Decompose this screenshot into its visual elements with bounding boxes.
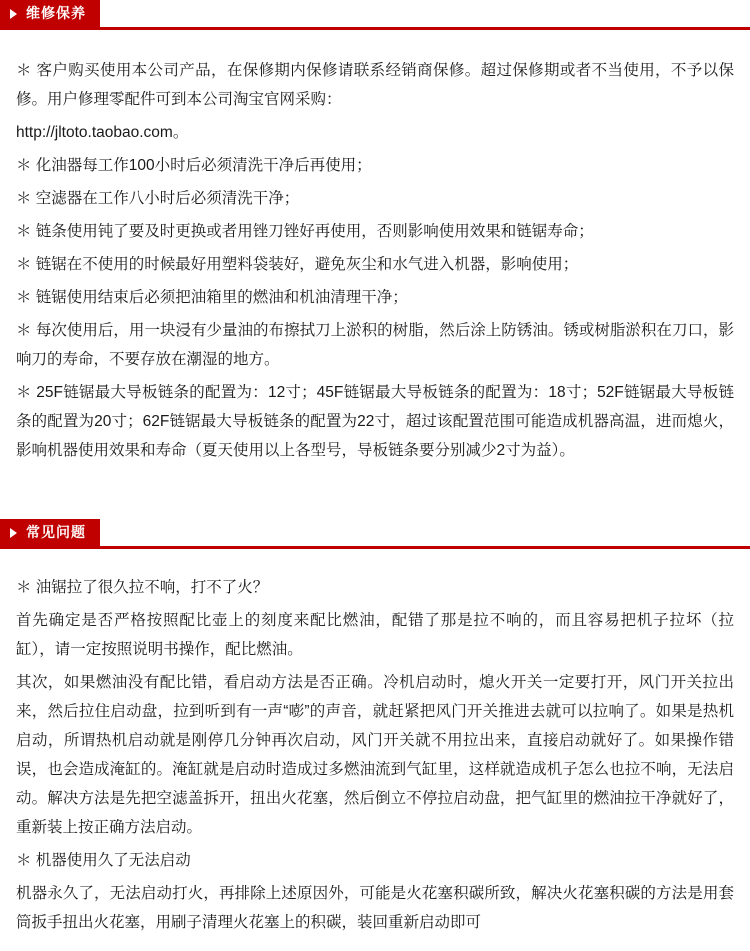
header-rule-line [0,27,750,30]
section-header-faq [0,519,750,549]
website-url-line: http://jltoto.taobao.com。 [16,124,189,141]
section-title-maintenance: 维修保养 [26,5,86,21]
paragraph: ＊ 化油器每工作100小时后必须清洗干净后再使用； [16,157,372,174]
section-header-maintenance [0,0,750,30]
paragraph: ＊ 空滤器在工作八小时后必须清洗干净； [16,190,300,207]
paragraph: 首先确定是否严格按照配比壶上的刻度来配比燃油，配错了那是拉不响的，而且容易把机子拉坏（拉缸），请一定按照说明书操作，配比燃油。 [16,612,734,658]
header-rule-line [0,546,750,549]
faq-question: ＊ 机器使用久了无法启动 [16,852,191,869]
section-tab-faq [0,519,100,546]
paragraph: ＊ 客户购买使用本公司产品，在保修期内保修请联系经销商保修。超过保修期或者不当使用，不予以保修。用户修理零配件可到本公司淘宝官网采购： [16,62,734,108]
paragraph: ＊ 链锯在不使用的时候最好用塑料袋装好，避免灰尘和水气进入机器，影响使用； [16,256,579,273]
paragraph: ＊ 链锯使用结束后必须把油箱里的燃油和机油清理干净； [16,289,408,306]
triangle-right-icon [8,526,20,540]
section-tab-maintenance [0,0,100,27]
paragraph: ＊ 链条使用钝了要及时更换或者用锉刀锉好再使用，否则影响使用效果和链锯寿命； [16,223,594,240]
paragraph: ＊ 每次使用后，用一块浸有少量油的布擦拭刀上淤积的树脂，然后涂上防锈油。锈或树脂淤积在刀口，影响刀的寿命，不要存放在潮湿的地方。 [16,322,734,368]
faq-question: ＊ 油锯拉了很久拉不响，打不了火？ [16,579,269,596]
maintenance-content [0,30,750,479]
faq-content [0,549,750,951]
section-spacer [0,479,750,519]
section-title-faq: 常见问题 [26,524,86,540]
paragraph: ＊ 25F链锯最大导板链条的配置为：12寸；45F链锯最大导板链条的配置为：18寸；52F链锯最大导板链条的配置为20寸；62F链锯最大导板链条的配置为22寸，超过该配置范围可能造成机器高温，进而熄火，影响机器使用效果和寿命（夏天使用以上各型号，导板链条要分别减少2寸为益）。 [16,384,734,459]
paragraph: 其次，如果燃油没有配比错，看启动方法是否正确。冷机启动时，熄火开关一定要打开，风门开关拉出来，然后拉住启动盘，拉到听到有一声“嘭”的声音，就赶紧把风门开关推进去就可以拉响了。如果是热机启动，所谓热机启动就是刚停几分钟再次启动，风门开关就不用拉出来，直接启动就好了。如果操作错误，也会造成淹缸的。淹缸就是启动时造成过多燃油流到气缸里，这样就造成机子怎么也拉不响，无法启动。解决方法是先把空滤盖拆开，扭出火花塞，然后倒立不停拉启动盘，把气缸里的燃油拉干净就好了，重新装上按正确方法启动。 [16,674,734,836]
paragraph: 机器永久了，无法启动打火，再排除上述原因外，可能是火花塞积碳所致，解决火花塞积碳的方法是用套筒扳手扭出火花塞，用刷子清理火花塞上的积碳，装回重新启动即可 [16,885,734,931]
triangle-right-icon [8,7,20,21]
